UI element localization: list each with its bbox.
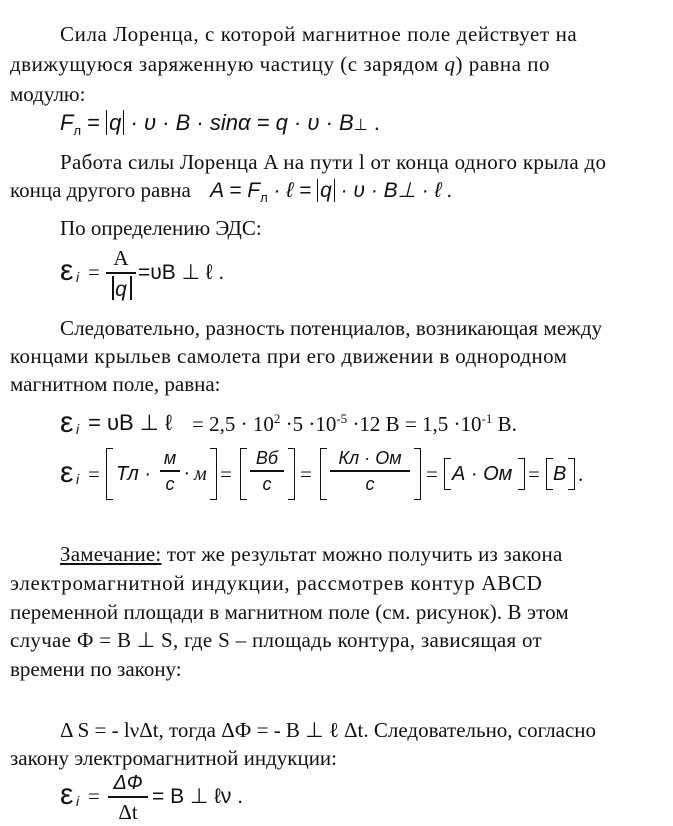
equation-lorentz-force (60, 110, 380, 138)
fraction-denominator: с (262, 474, 272, 494)
bracket-right (568, 458, 575, 490)
bracket-right (288, 448, 295, 500)
paragraph-potential-line1: Следовательно, разность потенциалов, возникающая между (60, 316, 603, 340)
fraction-bar (250, 470, 284, 472)
paragraph-potential-line2: концами крыльев самолета при его движении в однородном (10, 344, 568, 368)
unit-text: А · Ом (452, 463, 513, 485)
emf-symbol: ε (60, 406, 74, 439)
abs-charge: q (317, 179, 335, 202)
fraction-bar (106, 272, 136, 274)
rhs-part: ·5 ·10 (280, 412, 337, 436)
paragraph-remark-line2: электромагнитной индукции, рассмотрев контур ABCD (10, 571, 543, 595)
equals: = (528, 462, 540, 486)
unit-text: · м (184, 463, 207, 485)
exponent: -5 (336, 411, 348, 426)
paragraph-remark-line4: случае Ф = B ⊥ S, где S – площадь контура, зависящая от (10, 628, 543, 652)
rhs-part: = 2,5 · 10 (192, 412, 274, 436)
exponent: -1 (481, 411, 493, 426)
equals: = (220, 462, 232, 486)
force-symbol: F (60, 110, 74, 135)
emf-rhs: =υB ⊥ ℓ . (138, 261, 225, 284)
equals: = (88, 784, 100, 808)
fraction-bar (330, 470, 410, 472)
paragraph-remark-line1 (60, 544, 562, 565)
rhs-part: ·12 В = 1,5 ·10 (347, 412, 482, 436)
equals: = (88, 462, 100, 486)
paragraph-potential-line3: магнитном поле, равна: (10, 372, 221, 396)
dot: . (578, 462, 584, 486)
bracket-right (210, 448, 217, 500)
fraction-denominator: Δt (118, 800, 138, 824)
force-subscript: л (73, 123, 82, 138)
emf-symbol: ε (60, 778, 74, 811)
work-equation (210, 179, 454, 205)
work-eq-mid: · ℓ = (267, 179, 312, 202)
bracket-left (444, 458, 451, 490)
paragraph-remark-line3: переменной площади в магнитном поле (см. рисунок). В этом (10, 600, 569, 624)
paragraph-area-change-line1: Δ S = - lνΔt, тогда ΔФ = - B ⊥ ℓ Δt. Следовательно, согласно (60, 718, 597, 742)
fraction-denominator: q (115, 278, 127, 301)
emf-subscript: i (76, 471, 80, 487)
fraction-bar (108, 796, 148, 798)
paragraph-lorentz-force-line3: модулю: (10, 82, 86, 106)
work-eq-end: · υ · B⊥ · ℓ . (340, 179, 454, 202)
emf-symbol: ε (60, 456, 74, 489)
paragraph-lorentz-force-line2 (10, 54, 550, 75)
charge-symbol: q (444, 52, 456, 76)
text: ) равна по (455, 52, 550, 76)
exponent: 2 (273, 411, 281, 426)
paragraph-lorentz-force-line1: Сила Лоренца, с которой магнитное поле действует на (60, 22, 578, 46)
fraction-numerator: A (113, 246, 129, 270)
text: движущуюся заряженную частицу (с зарядом (10, 52, 439, 76)
numeric-rhs (192, 411, 517, 436)
rhs-part: В. (492, 412, 517, 436)
dot: . (373, 110, 380, 135)
paragraph-remark-line5: времени по закону: (10, 657, 182, 681)
equals: = (88, 260, 100, 284)
fraction-numerator: ΔФ (113, 772, 143, 794)
faraday-rhs: = B ⊥ ℓν . (152, 785, 244, 808)
paragraph-emf-definition: По определению ЭДС: (60, 216, 262, 240)
emf-subscript: i (76, 421, 80, 437)
equals: = (87, 110, 101, 135)
abs-right (130, 276, 132, 300)
paragraph-area-change-line2: закону электромагнитной индукции: (10, 746, 338, 770)
bracket-left (546, 458, 553, 490)
paragraph-work-line2 (10, 178, 454, 205)
bracket-left (320, 448, 327, 500)
equation-rest: · υ · B · sinα = q · υ · B (130, 110, 354, 135)
emf-subscript: i (76, 793, 80, 809)
fraction-numerator: Кл · Ом (338, 448, 402, 468)
fraction-denominator: с (365, 474, 375, 494)
perp-symbol: ⊥ (353, 117, 368, 134)
emf-subscript: i (76, 269, 80, 285)
abs-charge: q (106, 110, 124, 135)
bracket-left (240, 448, 247, 500)
emf-lhs: = υB ⊥ ℓ (88, 410, 173, 435)
force-subscript: л (260, 190, 268, 205)
unit-text: В (553, 463, 567, 485)
emf-symbol: ε (60, 254, 74, 287)
remark-label: Замечание: (60, 542, 162, 566)
unit-text: Тл · (116, 463, 152, 485)
text: конца другого равна (10, 178, 191, 202)
paragraph-work-line1: Работа силы Лоренца A на пути l от конца одного крыла до (60, 150, 607, 174)
text: тот же результат можно получить из закона (161, 542, 563, 566)
work-eq-start: A = F (210, 179, 261, 202)
fraction-denominator: с (165, 474, 175, 494)
equals: = (426, 462, 438, 486)
fraction-numerator: Вб (255, 448, 279, 468)
bracket-right (414, 448, 421, 500)
fraction-numerator: м (163, 448, 177, 468)
fraction-bar (160, 470, 180, 472)
bracket-right (518, 458, 525, 490)
bracket-left (106, 448, 113, 500)
equals: = (300, 462, 312, 486)
